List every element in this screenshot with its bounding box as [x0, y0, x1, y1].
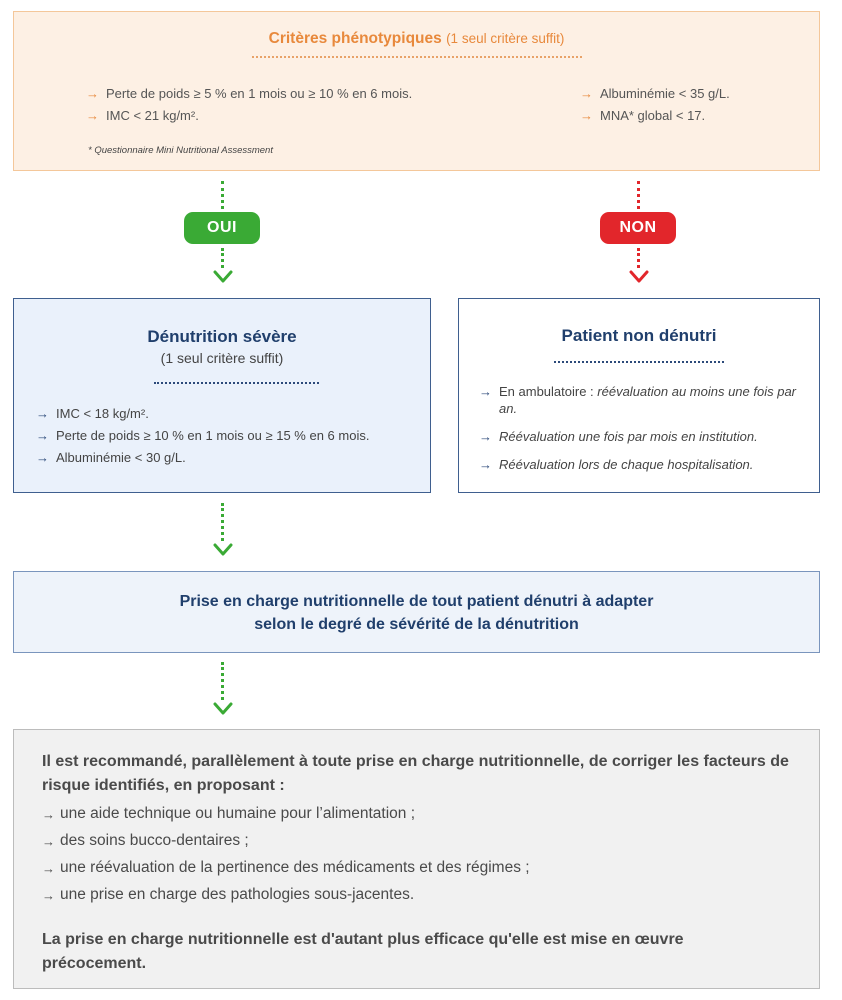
arrow-right-icon: →	[479, 457, 492, 472]
phenotypic-title-line	[14, 30, 819, 48]
severe-malnutrition-box	[13, 298, 431, 493]
footnote: * Questionnaire Mini Nutritional Assessment	[88, 145, 273, 156]
arrow-right-icon: →	[580, 86, 593, 101]
connector-dots-oui-top	[221, 181, 224, 209]
chevron-down-icon	[213, 543, 233, 557]
chevron-down-icon	[213, 702, 233, 716]
arrow-right-icon: →	[86, 86, 99, 101]
phenotypic-criteria-box	[13, 11, 820, 171]
phenotypic-title: Critères phénotypiques	[268, 30, 442, 47]
arrow-right-icon: →	[36, 428, 49, 443]
list-item: → des soins bucco-dentaires ;	[42, 832, 249, 849]
chevron-down-icon	[213, 270, 233, 284]
list-item: → IMC < 21 kg/m².	[86, 108, 199, 123]
dotted-divider	[554, 361, 724, 363]
list-item: → MNA* global < 17.	[580, 108, 706, 123]
connector-dots-oui-bottom	[221, 248, 224, 268]
list-item: → Réévaluation lors de chaque hospitalisation.	[479, 457, 754, 472]
arrow-right-icon: →	[86, 108, 99, 123]
list-item: → En ambulatoire : réévaluation au moins une fois par an.	[479, 384, 797, 416]
arrow-right-icon: →	[42, 807, 55, 822]
list-item: → une prise en charge des pathologies sous-jacentes.	[42, 886, 415, 903]
list-item: → Perte de poids ≥ 10 % en 1 mois ou ≥ 15 % en 6 mois.	[36, 428, 370, 443]
arrow-right-icon: →	[36, 450, 49, 465]
recommendation-intro: Il est recommandé, parallèlement à toute prise en charge nutritionnelle, de corriger les facteurs de risque identifiés, en proposant :	[42, 753, 789, 794]
phenotypic-subtitle: (1 seul critère suffit)	[446, 31, 565, 46]
recommendation-conclusion: La prise en charge nutritionnelle est d'autant plus efficace qu'elle est mise en œuvre précocement.	[42, 931, 684, 972]
arrow-right-icon: →	[479, 384, 492, 399]
dotted-divider	[154, 382, 319, 384]
list-item: → Albuminémie < 30 g/L.	[36, 450, 186, 465]
non-badge: NON	[600, 212, 676, 244]
management-text: Prise en charge nutritionnelle de tout patient dénutri à adapter selon le degré de sévérité de la dénutrition	[179, 593, 654, 633]
recommendation-list	[42, 805, 530, 913]
arrow-right-icon: →	[42, 834, 55, 849]
arrow-right-icon: →	[42, 888, 55, 903]
nutritional-management-box	[13, 571, 820, 653]
arrow-right-icon: →	[580, 108, 593, 123]
connector-dots-non-bottom	[637, 248, 640, 268]
oui-badge: OUI	[184, 212, 260, 244]
list-item: → IMC < 18 kg/m².	[36, 406, 149, 421]
phenotypic-list-left	[86, 86, 412, 130]
severe-subtitle: (1 seul critère suffit)	[160, 350, 284, 366]
chevron-down-icon	[629, 270, 649, 284]
not-malnourished-title: Patient non dénutri	[561, 326, 717, 345]
arrow-right-icon: →	[479, 429, 492, 444]
list-item: → Albuminémie < 35 g/L.	[580, 86, 730, 101]
connector-dots-management	[221, 503, 224, 541]
phenotypic-list-right	[580, 86, 730, 130]
severe-criteria-list	[36, 406, 369, 472]
arrow-right-icon: →	[42, 861, 55, 876]
dotted-divider	[252, 56, 582, 58]
reevaluation-list	[479, 383, 805, 484]
arrow-right-icon: →	[36, 406, 49, 421]
connector-dots-non-top	[637, 181, 640, 209]
connector-dots-recommendation	[221, 662, 224, 700]
list-item: → une aide technique ou humaine pour l’alimentation ;	[42, 805, 416, 822]
recommendation-box	[13, 729, 820, 989]
severe-title: Dénutrition sévère	[147, 327, 297, 346]
not-malnourished-box	[458, 298, 820, 493]
list-item: → Réévaluation une fois par mois en institution.	[479, 429, 758, 444]
list-item: → une réévaluation de la pertinence des médicaments et des régimes ;	[42, 859, 530, 876]
list-item: → Perte de poids ≥ 5 % en 1 mois ou ≥ 10 % en 6 mois.	[86, 86, 413, 101]
